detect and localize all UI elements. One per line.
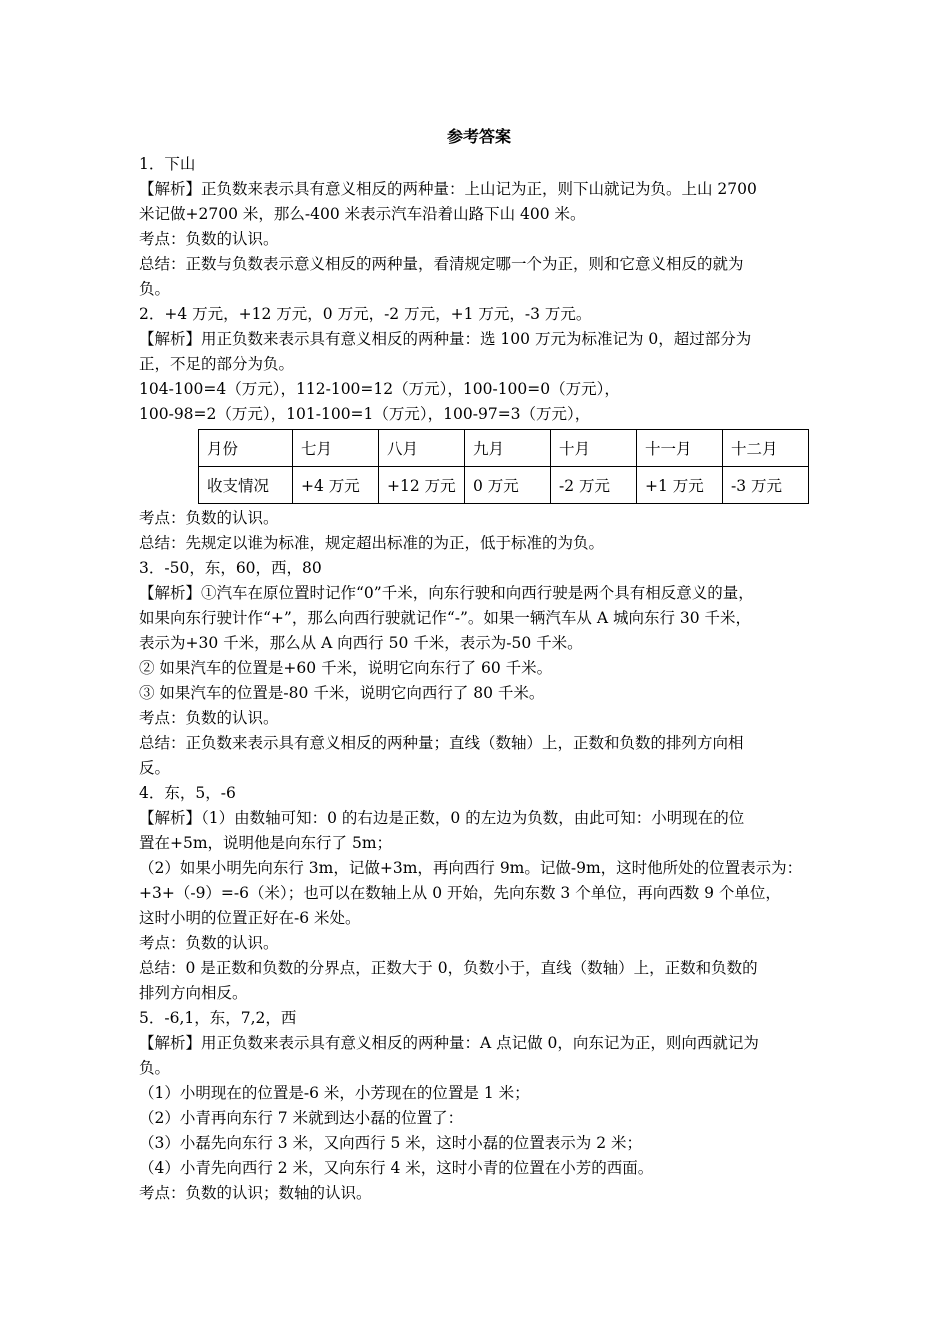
text-line: 【解析】用正负数来表示具有意义相反的两种量：A 点记做 0，向东记为正，则向西就记为 [139,1034,759,1052]
text-line: （2）如果小明先向东行 3m，记做+3m，再向西行 9m。记做-9m，这时他所处的位置表示为： [139,859,803,877]
text-line: 【解析】用正负数来表示具有意义相反的两种量：选 100 万元为标准记为 0，超过部分为 [139,330,752,348]
table-cell: 收支情况 [199,467,293,504]
table-row [199,467,809,504]
text-line: 考点：负数的认识。 [139,509,279,527]
text-line: 104-100=4（万元），112-100=12（万元），100-100=0（万元）， [139,380,620,398]
text-line: 考点：负数的认识。 [139,230,279,248]
text-line: 这时小明的位置正好在-6 米处。 [139,909,361,927]
income-table [198,429,809,504]
text-line: 3．-50，东，60，西，80 [139,559,322,577]
text-line: 米记做+2700 米，那么-400 米表示汽车沿着山路下山 400 米。 [139,205,586,223]
table-cell: 十月 [551,430,637,467]
table-cell: 七月 [293,430,379,467]
text-line: 负。 [139,1059,171,1077]
text-line: +3+（-9）=-6（米）；也可以在数轴上从 0 开始，先向东数 3 个单位，再向西数 9 个单位， [139,884,781,902]
table-cell: 0 万元 [465,467,551,504]
text-line: 考点：负数的认识；数轴的认识。 [139,1184,372,1202]
text-line: （1）小明现在的位置是-6 米，小芳现在的位置是 1 米； [139,1084,530,1102]
table-cell: -2 万元 [551,467,637,504]
answer-page [139,124,819,1206]
text-line: 总结：正负数来表示具有意义相反的两种量；直线（数轴）上，正数和负数的排列方向相 [139,734,744,752]
table-cell: 八月 [379,430,465,467]
text-line: ③ 如果汽车的位置是-80 千米，说明它向西行了 80 千米。 [139,684,545,702]
text-line: 1．下山 [139,155,196,173]
text-line: （4）小青先向西行 2 米，又向东行 4 米，这时小青的位置在小芳的西面。 [139,1159,654,1177]
table-row [199,430,809,467]
text-line: 5．-6,1，东，7,2，西 [139,1009,297,1027]
table-cell: 月份 [199,430,293,467]
table-cell: -3 万元 [723,467,809,504]
text-block-before-table [139,152,819,427]
text-line: （3）小磊先向东行 3 米，又向西行 5 米，这时小磊的位置表示为 2 米； [139,1134,643,1152]
text-line: 总结：先规定以谁为标准，规定超出标准的为正，低于标准的为负。 [139,534,605,552]
table-cell: 十一月 [637,430,723,467]
text-line: 负。 [139,280,171,298]
text-line: 考点：负数的认识。 [139,934,279,952]
text-line: 如果向东行驶计作“+”，那么向西行驶就记作“-”。如果一辆汽车从 A 城向东行 30 千米， [139,609,752,627]
text-line: 表示为+30 千米，那么从 A 向西行 50 千米，表示为-50 千米。 [139,634,583,652]
text-line: （2）小青再向东行 7 米就到达小磊的位置了： [139,1109,464,1127]
text-line: 【解析】①汽车在原位置时记作“0”千米，向东行驶和向西行驶是两个具有相反意义的量， [139,584,754,602]
text-line: 置在+5m，说明他是向东行了 5m； [139,834,393,852]
text-line: ② 如果汽车的位置是+60 千米，说明它向东行了 60 千米。 [139,659,553,677]
text-line: 排列方向相反。 [139,984,248,1002]
text-line: 2．+4 万元，+12 万元，0 万元，-2 万元，+1 万元，-3 万元。 [139,305,592,323]
table-cell: +4 万元 [293,467,379,504]
text-line: 正，不足的部分为负。 [139,355,295,373]
table-cell: 九月 [465,430,551,467]
text-line: 【解析】正负数来表示具有意义相反的两种量：上山记为正，则下山就记为负。上山 2700 [139,180,757,198]
text-line: 100-98=2（万元），101-100=1（万元），100-97=3（万元）， [139,405,591,423]
text-line: 反。 [139,759,171,777]
page-title: 参考答案 [446,127,511,146]
text-line: 【解析】（1）由数轴可知：0 的右边是正数，0 的左边为负数，由此可知：小明现在的位 [139,809,745,827]
text-block-after-table [139,506,819,1206]
text-line: 考点：负数的认识。 [139,709,279,727]
text-line: 总结：0 是正数和负数的分界点，正数大于 0，负数小于，直线（数轴）上，正数和负数的 [139,959,758,977]
text-line: 4．东，5，-6 [139,784,236,802]
table-cell: +1 万元 [637,467,723,504]
table-cell: +12 万元 [379,467,465,504]
table-cell: 十二月 [723,430,809,467]
text-line: 总结：正数与负数表示意义相反的两种量，看清规定哪一个为正，则和它意义相反的就为 [139,255,744,273]
